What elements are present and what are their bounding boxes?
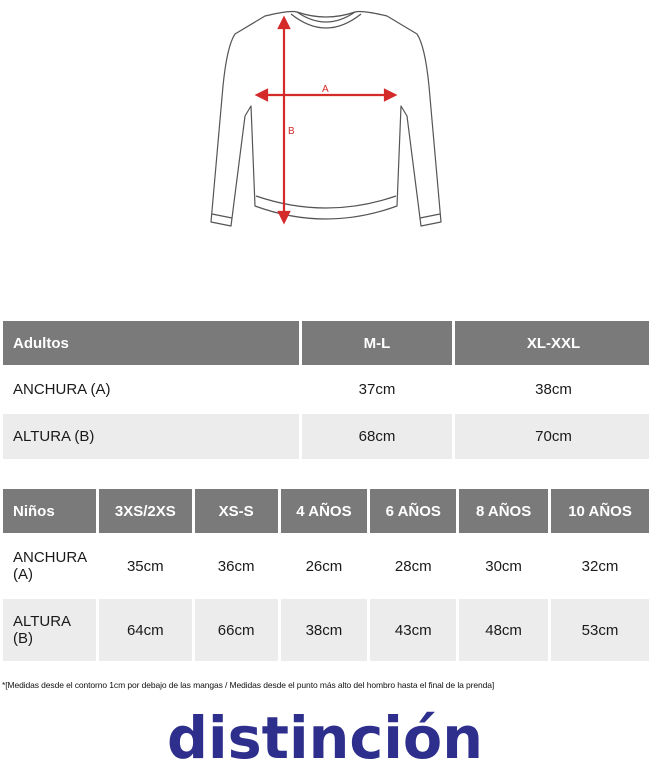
measurement-footnote: *[Medidas desde el contorno 1cm por debajo de las mangas / Medidas desde el punto más alto del hombro hasta el final de la prenda] [2,680,495,690]
row-label: ALTURA (B) [3,599,96,661]
cell-value: 38cm [281,599,368,661]
brand-logo-text: distinción [167,704,483,768]
kids-header-size: 4 AÑOS [281,489,368,533]
kids-header-size: 8 AÑOS [459,489,548,533]
cell-value: 38cm [535,381,572,398]
row-label: ANCHURA (A) [13,381,111,398]
cell-value: 28cm [394,557,432,575]
kids-header-label: Niños [3,489,96,533]
cell-value: 36cm [217,557,255,575]
table-row [3,599,649,661]
cell-value: 43cm [370,599,456,661]
table-row [3,414,649,459]
adults-header-row [3,321,649,365]
shirt-measurement-diagram [195,6,457,238]
kids-header-size: 6 AÑOS [370,489,456,533]
cell-value: 37cm [358,381,396,398]
adults-header-label: Adultos [3,321,299,365]
kids-header-size: 10 AÑOS [551,489,649,533]
cell-value: 68cm [302,414,452,459]
brand-logo [165,700,485,768]
cell-value: 32cm [581,557,619,575]
adults-header-size: XL-XXL [455,321,649,365]
label-b: B [288,126,295,137]
cell-value: 53cm [551,599,649,661]
table-row [3,367,649,412]
kids-header-size: 3XS/2XS [99,489,192,533]
cell-value: 70cm [455,414,649,459]
kids-size-table [0,487,649,663]
label-a: A [322,84,329,95]
cell-value: 35cm [126,557,164,575]
cell-value: 30cm [485,557,522,575]
cell-value: 66cm [195,599,278,661]
row-label: ALTURA (B) [3,414,299,459]
cell-value: 26cm [305,557,343,575]
table-row [3,535,649,597]
kids-header-size: XS-S [195,489,278,533]
adults-header-size: M-L [302,321,452,365]
cell-value: 64cm [99,599,192,661]
kids-header-row [3,489,649,533]
row-label: ANCHURA (A) [13,549,87,583]
adults-size-table [0,319,649,461]
cell-value: 48cm [459,599,548,661]
